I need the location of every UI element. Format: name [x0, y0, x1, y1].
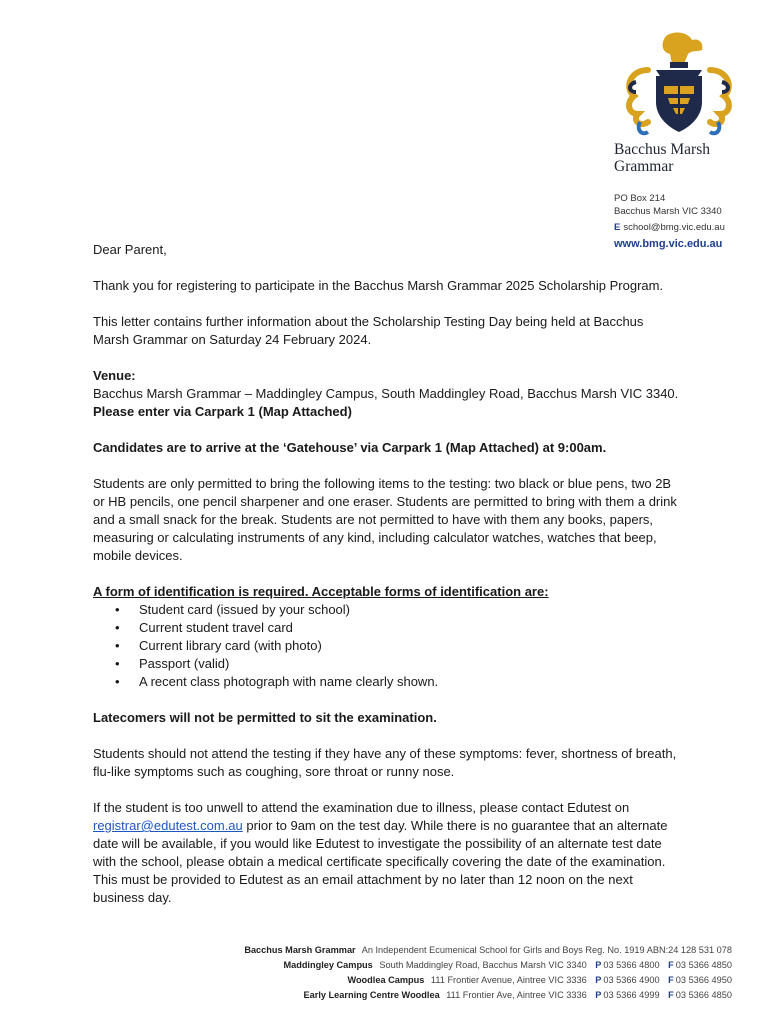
- edutest-email-link[interactable]: registrar@edutest.com.au: [93, 818, 243, 833]
- po-box: PO Box 214: [614, 193, 666, 204]
- arrival-instructions: Candidates are to arrive at the ‘Gatehouse’ via Carpark 1 (Map Attached) at 9:00am.: [93, 440, 607, 455]
- suburb: Bacchus Marsh VIC 3340: [614, 205, 722, 217]
- phone-label: P: [595, 990, 602, 1000]
- email-label: E: [614, 222, 621, 233]
- campus-fax: 03 5366 4950: [675, 975, 732, 985]
- email-line: [614, 222, 764, 235]
- phone-label: P: [595, 960, 602, 970]
- campus-name: Woodlea Campus: [347, 975, 425, 985]
- list-item: • Passport (valid): [115, 656, 230, 671]
- school-crest-logo: [618, 30, 740, 142]
- list-item: • Student card (issued by your school): [115, 602, 350, 617]
- identification-heading: A form of identification is required. Acceptable forms of identification are:: [93, 584, 549, 599]
- school-email-link[interactable]: school@bmg.vic.edu.au: [623, 222, 725, 233]
- permitted-items: Students are only permitted to bring the following items to the testing: two black or blue pens, two 2B or HB pencils, one pencil sharpener and one eraser. Students are permitted to bring with them a drink and a small snack for the break. Students are not permitted to have with them any books, papers, measuring or calculating instruments of any kind, including calculator watches, watches that beep, mobile devices.: [93, 476, 677, 563]
- paragraph-testing-day: This letter contains further information about the Scholarship Testing Day being held at Bacchus Marsh Grammar on Saturday 24 February 2024.: [93, 314, 644, 347]
- identification-list: [93, 601, 683, 691]
- fax-label: F: [668, 975, 674, 985]
- campus-fax: 03 5366 4850: [675, 960, 732, 970]
- illness-text-post: prior to 9am on the test day. While there is no guarantee that an alternate date will be available, if you would like Edutest to investigate the possibility of an alternate test date with the school, please obtain a medical certificate specifically covering the date of the examination. This must be provided to Edutest as an email attachment by no later than 12 noon on the next business day.: [93, 818, 668, 905]
- fax-label: F: [668, 990, 674, 1000]
- venue-text: Bacchus Marsh Grammar – Maddingley Campus, South Maddingley Road, Bacchus Marsh VIC 3340.: [93, 386, 679, 401]
- footer-reg-no: Reg. No. 1919: [585, 945, 645, 955]
- fax-label: F: [668, 960, 674, 970]
- paragraph-registration: Thank you for registering to participate in the Bacchus Marsh Grammar 2025 Scholarship Program.: [93, 278, 664, 293]
- list-item: • Current student travel card: [115, 620, 293, 635]
- school-website-link[interactable]: www.bmg.vic.edu.au: [614, 237, 723, 250]
- footer-line-campus: [112, 958, 732, 973]
- list-item: • A recent class photograph with name clearly shown.: [115, 674, 439, 689]
- salutation: Dear Parent,: [93, 242, 167, 257]
- footer-line-campus: [112, 988, 732, 1003]
- campus-address: 111 Frontier Ave, Aintree VIC 3336: [446, 990, 587, 1000]
- campus-phone: 03 5366 4999: [603, 990, 660, 1000]
- footer-abn: ABN:24 128 531 078: [646, 945, 732, 955]
- campus-fax: 03 5366 4850: [675, 990, 732, 1000]
- campus-address: 111 Frontier Avenue, Aintree VIC 3336: [430, 975, 587, 985]
- phone-label: P: [595, 975, 602, 985]
- letter-footer: [112, 943, 732, 1003]
- school-name: Bacchus Marsh Grammar: [614, 141, 710, 175]
- illness-text-pre: If the student is too unwell to attend the examination due to illness, please contact Edutest on: [93, 800, 630, 815]
- footer-school-desc: An Independent Ecumenical School for Girls and Boys: [361, 945, 583, 955]
- campus-address: South Maddingley Road, Bacchus Marsh VIC 3340: [379, 960, 587, 970]
- campus-name: Early Learning Centre Woodlea: [303, 990, 440, 1000]
- list-item: • Current library card (with photo): [115, 638, 322, 653]
- symptoms-notice: Students should not attend the testing if they have any of these symptoms: fever, shortness of breath, flu-like symptoms such as coughing, sore throat or runny nose.: [93, 746, 677, 779]
- footer-line-school: [112, 943, 732, 958]
- footer-line-campus: [112, 973, 732, 988]
- latecomers-notice: Latecomers will not be permitted to sit the examination.: [93, 710, 437, 725]
- venue-section: [93, 367, 683, 421]
- illness-paragraph: [93, 799, 683, 907]
- letter-body: [93, 241, 683, 925]
- venue-carpark-note: Please enter via Carpark 1 (Map Attached): [93, 404, 352, 419]
- campus-name: Maddingley Campus: [283, 960, 373, 970]
- campus-phone: 03 5366 4900: [603, 975, 660, 985]
- campus-phone: 03 5366 4800: [603, 960, 660, 970]
- venue-heading: Venue:: [93, 368, 136, 383]
- footer-school-name: Bacchus Marsh Grammar: [244, 945, 356, 955]
